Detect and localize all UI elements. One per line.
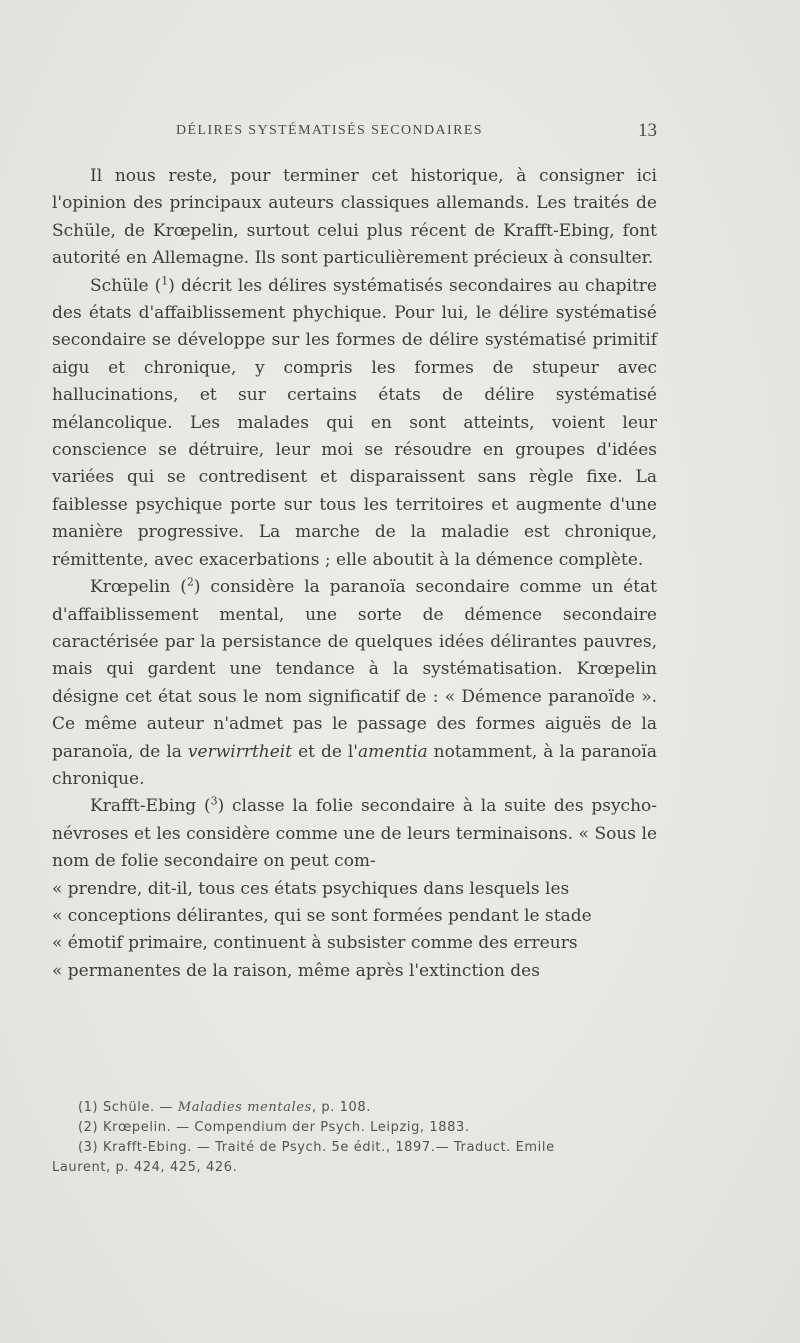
paragraph-krafft-ebing — [52, 793, 657, 875]
term-verwirrtheit: verwirrtheit — [187, 741, 293, 762]
quote-line: « prendre, dit-il, tous ces états psychiques dans lesquels les — [52, 878, 570, 899]
footnote-title: Maladies mentales — [177, 1100, 312, 1115]
footnote-text: Krœpelin. — Compendium der Psych. Leipzig, 1883. — [102, 1120, 470, 1135]
paragraph-schule-body: ) décrit les délires systématisés secondaires au chapitre des états d'affaiblissement phychique. Pour lui, le délire systématisé secondaire se développe sur les formes de délire systématisé primitif aigu et chronique, y compris les formes de stupeur avec hallucinations, et sur certains états de délire systématisé mélancolique. Les malades qui en sont atteints, voient leur conscience se détruire, leur moi se résoudre en groupes d'idées variées qui se contredisent et disparaissent sans règle fixe. La faiblesse psychique porte sur tous les territoires et augmente d'une manière progressive. La marche de la maladie est chronique, rémittente, avec exacerbations ; elle aboutit à la démence complète. — [52, 275, 657, 570]
paragraph-kroepelin-join: et de l' — [292, 741, 358, 762]
paragraph-kroepelin-body: ) considère la paranoïa secondaire comme un état d'affaiblissement mental, une sorte de démence secondaire caractérisée par la persistance de quelques idées délirantes pauvres, mais qui gardent une tendance à la systématisation. Krœpelin désigne cet état sous le nom significatif de : « Démence paranoïde ». Ce même auteur n'admet pas le passage des formes aiguës de la paranoïa, de la — [52, 577, 657, 762]
paragraph-krafft-ebing-lead: Krafft-Ebing ( — [90, 796, 211, 817]
quote-line: « émotif primaire, continuent à subsister comme des erreurs — [52, 933, 578, 954]
body-text — [52, 163, 657, 985]
footnote-ref-1: 1 — [161, 273, 169, 287]
quote-line: « permanentes de la raison, même après l'extinction des — [52, 960, 540, 981]
page-number: 13 — [638, 120, 657, 141]
term-amentia: amentia — [357, 741, 428, 762]
footnote-3 — [52, 1138, 657, 1158]
footnote-rest: , p. 108. — [311, 1100, 372, 1115]
paragraph-kroepelin-end: notamment, à la paranoïa chronique. — [52, 741, 657, 789]
paragraph-schule-lead: Schüle ( — [90, 275, 162, 296]
paragraph-krafft-ebing-body: ) classe la folie secondaire à la suite des psycho-névroses et les considère comme une de leurs terminaisons. « Sous le nom de folie secondaire on peut com- — [52, 796, 657, 872]
footnote-1 — [52, 1098, 657, 1118]
footnote-3-continuation: Laurent, p. 424, 425, 426. — [52, 1160, 238, 1175]
page-header — [52, 120, 657, 144]
footnote-number: (2) — [78, 1120, 99, 1135]
footnote-text: Krafft-Ebing. — Traité de Psych. 5e édit., 1897.— Traduct. Emile — [102, 1140, 555, 1155]
footnote-number: (1) — [78, 1100, 99, 1115]
paragraph-intro: Il nous reste, pour terminer cet historique, à consigner ici l'opinion des principaux auteurs classiques allemands. Les traités de Schüle, de Krœpelin, surtout celui plus récent de Krafft-Ebing, font autorité en Allemagne. Ils sont particulièrement précieux à consulter. — [52, 166, 657, 269]
paragraph-schule — [52, 273, 657, 574]
running-title: DÉLIRES SYSTÉMATISÉS SECONDAIRES — [176, 123, 483, 138]
footnote-ref-3: 3 — [210, 794, 218, 808]
footnotes — [52, 1098, 657, 1178]
quote-line: « conceptions délirantes, qui se sont formées pendant le stade — [52, 905, 592, 926]
footnote-2 — [52, 1118, 657, 1138]
paragraph-kroepelin — [52, 574, 657, 793]
footnote-author: Schüle. — — [102, 1100, 178, 1115]
paragraph-kroepelin-lead: Krœpelin ( — [90, 577, 187, 598]
footnote-ref-2: 2 — [186, 575, 194, 589]
footnote-number: (3) — [78, 1140, 99, 1155]
